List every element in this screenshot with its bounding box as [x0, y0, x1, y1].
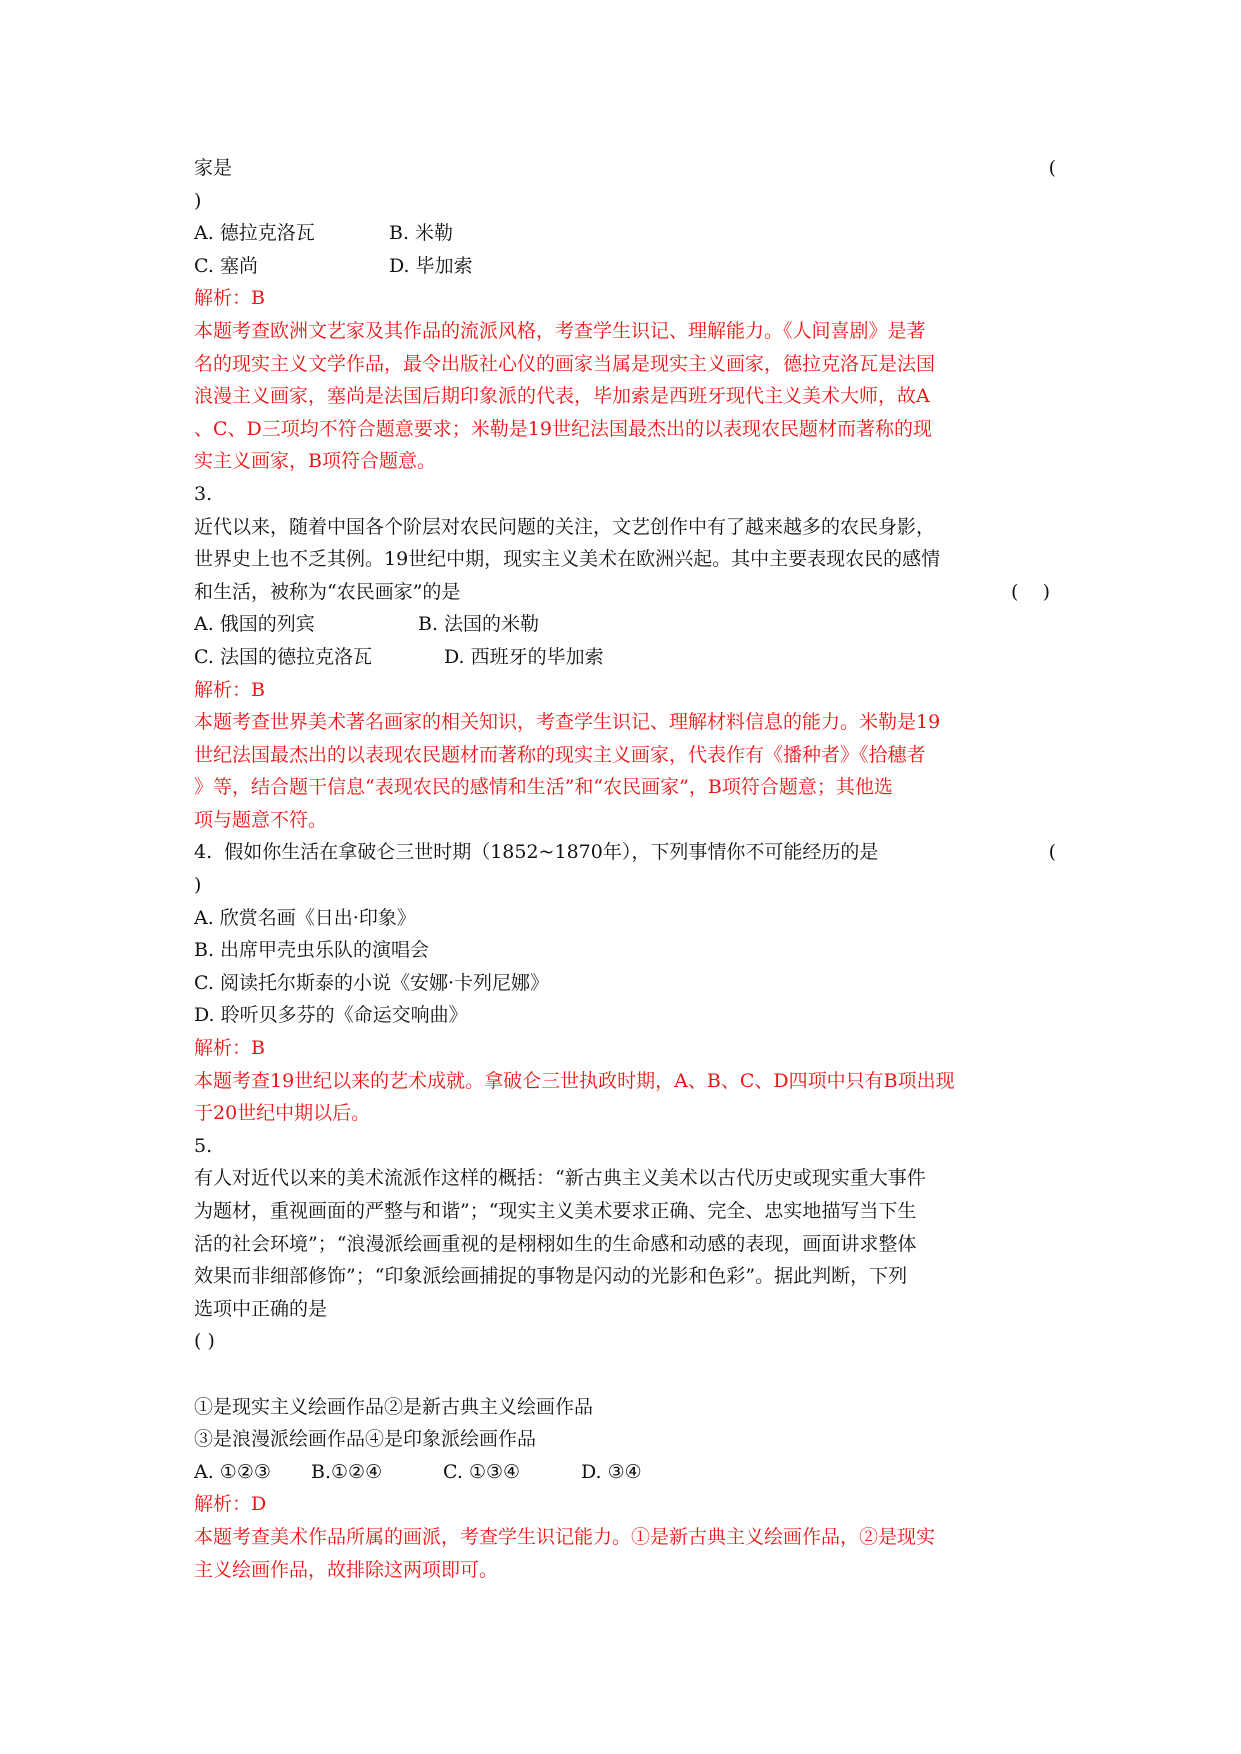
q5-explanation-line-2: 主义绘画作品，故排除这两项即可。 [194, 1558, 499, 1581]
q2-explanation-line-3: 浪漫主义画家，塞尚是法国后期印象派的代表，毕加索是西班牙现代主义美术大师，故A [194, 385, 930, 408]
q5-option-b: B.①②④ [311, 1460, 383, 1483]
q5-statement-2: ③是浪漫派绘画作品④是印象派绘画作品 [194, 1428, 537, 1451]
q5-number: 5. [194, 1134, 213, 1157]
q3-number: 3. [194, 482, 213, 505]
q4-answer: 解析：B [194, 1037, 265, 1060]
q2-option-c: C. 塞尚 [194, 254, 258, 277]
q2-explanation-line-5: 实主义画家，B项符合题意。 [194, 450, 436, 473]
q4-explanation-line-1: 本题考查19世纪以来的艺术成就。拿破仑三世执政时期，A、B、C、D四项中只有B项出现 [194, 1069, 955, 1092]
q3-option-d: D. 西班牙的毕加索 [444, 645, 604, 668]
q4-option-a: A. 欣赏名画《日出·印象》 [194, 906, 416, 929]
q5-stem-line-4: 效果而非细部修饰”；“印象派绘画捕捉的事物是闪动的光影和色彩”。据此判断，下列 [194, 1265, 908, 1288]
q3-explanation-line-1: 本题考查世界美术著名画家的相关知识，考查学生识记、理解材料信息的能力。米勒是19 [194, 711, 941, 734]
q5-stem-line-3: 活的社会环境”；“浪漫派绘画重视的是栩栩如生的生命感和动感的表现，画面讲求整体 [194, 1232, 917, 1255]
q3-answer: 解析：B [194, 678, 265, 701]
q3-option-a: A. 俄国的列宾 [194, 613, 315, 636]
q3-stem-line-1: 近代以来，随着中国各个阶层对农民问题的关注，文艺创作中有了越来越多的农民身影， [194, 515, 936, 538]
q5-answer: 解析：D [194, 1493, 267, 1516]
q3-explanation-line-3: 》等，结合题干信息“表现农民的感情和生活”和“农民画家”，B项符合题意；其他选 [194, 776, 893, 799]
q2-options-row-1 [194, 217, 1056, 250]
q3-option-b: B. 法国的米勒 [418, 613, 540, 636]
q2-option-d: D. 毕加索 [389, 254, 473, 277]
q5-option-c: C. ①③④ [443, 1460, 521, 1483]
q5-option-a: A. ①②③ [194, 1460, 271, 1483]
q3-answer-paren: ( ) [1011, 580, 1050, 603]
q4-option-c: C. 阅读托尔斯泰的小说《安娜·卡列尼娜》 [194, 971, 549, 994]
q2-explanation-line-1: 本题考查欧洲文艺家及其作品的流派风格，考查学生识记、理解能力。《人间喜剧》是著 [194, 319, 926, 342]
document-page [194, 152, 1056, 1586]
q3-stem-line-3 [194, 576, 1056, 609]
q5-stem-line-5: 选项中正确的是 [194, 1297, 328, 1320]
q4-explanation-line-2: 于20世纪中期以后。 [194, 1102, 371, 1125]
q3-stem-line-2: 世界史上也不乏其例。19世纪中期，现实主义美术在欧洲兴起。其中主要表现农民的感情 [194, 548, 941, 571]
q2-option-b: B. 米勒 [389, 222, 454, 245]
q2-answer-paren-close: ) [194, 189, 202, 212]
q5-statement-1: ①是现实主义绘画作品②是新古典主义绘画作品 [194, 1395, 594, 1418]
q3-options-row-1 [194, 608, 1056, 641]
q5-blank-spacer [194, 1358, 1056, 1391]
q3-options-row-2 [194, 641, 1056, 674]
q2-option-a: A. 德拉克洛瓦 [194, 222, 315, 245]
q3-option-c: C. 法国的德拉克洛瓦 [194, 645, 372, 668]
q2-answer-paren-open: ( [1048, 157, 1056, 179]
q2-explanation-line-2: 名的现实主义文学作品，最令出版社心仪的画家当属是现实主义画家，德拉克洛瓦是法国 [194, 352, 936, 375]
q3-explanation-line-2: 世纪法国最杰出的以表现农民题材而著称的现实主义画家，代表作有《播种者》《拾穗者 [194, 743, 926, 766]
q4-option-d: D. 聆听贝多芬的《命运交响曲》 [194, 1004, 468, 1027]
q3-explanation-line-4: 项与题意不符。 [194, 808, 328, 831]
q4-answer-paren-close: ) [194, 874, 202, 897]
q4-stem-line [194, 836, 1056, 869]
q2-options-row-2 [194, 250, 1056, 283]
q4-answer-paren-open: ( [1048, 841, 1056, 864]
q5-stem-line-1: 有人对近代以来的美术流派作这样的概括：“新古典主义美术以古代历史或现实重大事件 [194, 1167, 926, 1190]
q2-explanation-line-4: 、C、D三项均不符合题意要求；米勒是19世纪法国最杰出的以表现农民题材而著称的现 [194, 417, 932, 440]
q4-stem: 4. 假如你生活在拿破仑三世时期（1852~1870年），下列事情你不可能经历的是 [194, 841, 879, 864]
q5-explanation-line-1: 本题考查美术作品所属的画派，考查学生识记能力。①是新古典主义绘画作品，②是现实 [194, 1525, 936, 1548]
q2-stem-line [194, 152, 1056, 185]
q5-options-row [194, 1456, 1056, 1489]
q5-option-d: D. ③④ [581, 1460, 642, 1483]
q4-option-b: B. 出席甲壳虫乐队的演唱会 [194, 939, 430, 962]
q5-answer-paren: ( ) [194, 1330, 215, 1353]
q5-stem-line-2: 为题材，重视画面的严整与和谐”；“现实主义美术要求正确、完全、忠实地描写当下生 [194, 1200, 917, 1222]
q3-stem-line-3-text: 和生活，被称为“农民画家”的是 [194, 580, 461, 603]
q2-answer: 解析：B [194, 287, 265, 310]
q2-stem-end: 家是 [194, 157, 233, 179]
